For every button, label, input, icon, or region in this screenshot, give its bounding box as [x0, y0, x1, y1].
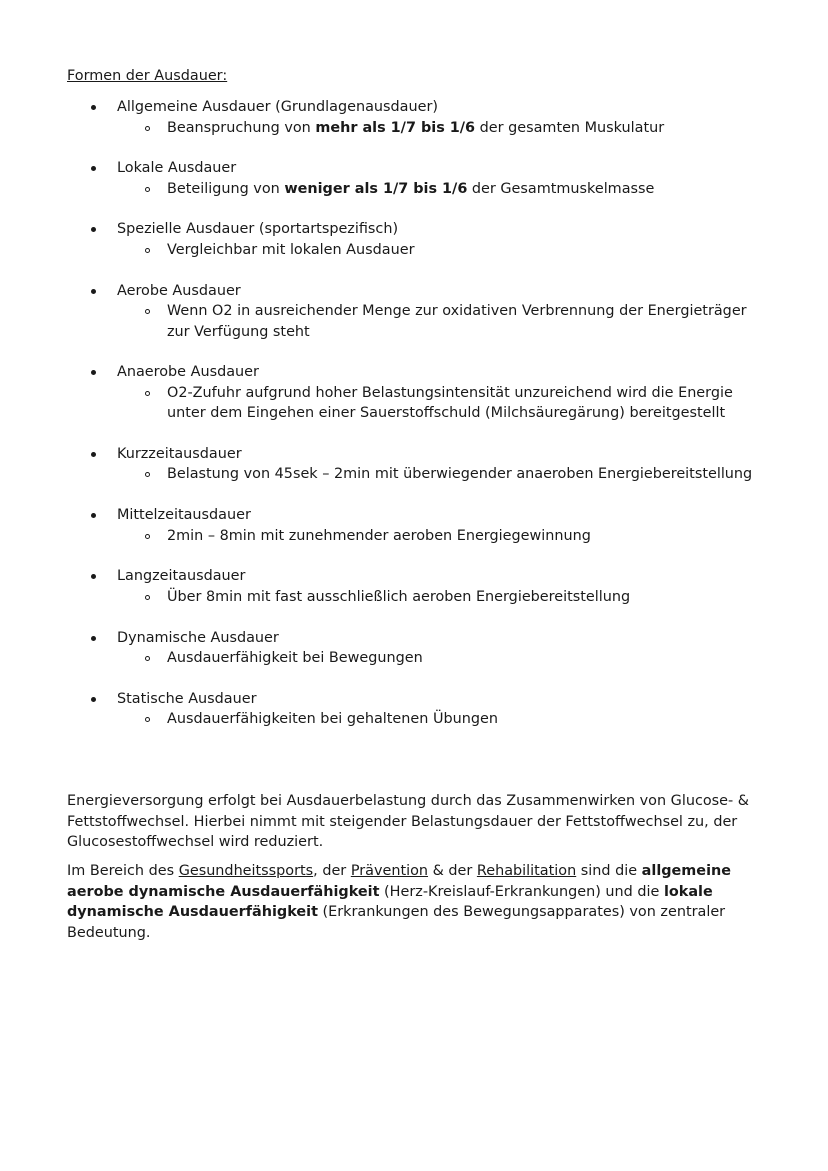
list-item [0, 219, 828, 260]
sub-item [0, 587, 828, 608]
circle-bullet-icon [145, 126, 150, 131]
item-label: Lokale Ausdauer [117, 160, 237, 177]
bold-term: allgemeine aerobe dynamische Ausdauerfähigkeit [67, 863, 732, 900]
sub-text-part: Beteiligung von [167, 180, 285, 197]
bold-term: lokale dynamische Ausdauerfähigkeit [67, 883, 713, 920]
item-label: Langzeitausdauer [117, 568, 246, 585]
circle-bullet-icon [145, 595, 150, 600]
section-heading: Formen der Ausdauer: [67, 68, 228, 84]
paragraph-text: sind die [576, 863, 642, 879]
paragraph-text: (Herz-Kreislauf-Erkrankungen) und die [379, 883, 664, 900]
circle-bullet-icon [145, 534, 150, 539]
underlined-term: Gesundheitssports [178, 863, 314, 879]
sub-item [0, 648, 828, 669]
list-item [0, 566, 828, 607]
item-label: Spezielle Ausdauer (sportartspezifisch) [117, 221, 399, 238]
sub-text-part: der Gesamtmuskelmasse [467, 180, 655, 197]
list-item [0, 158, 828, 199]
bullet-icon [91, 105, 96, 110]
sub-text-bold: mehr als 1/7 bis 1/6 [315, 119, 476, 136]
sub-text-bold: weniger als 1/7 bis 1/6 [284, 180, 468, 197]
circle-bullet-icon [145, 391, 150, 396]
health-sports-paragraph [67, 861, 767, 943]
item-label: Mittelzeitausdauer [117, 507, 251, 524]
sub-item-text: Ausdauerfähigkeit bei Bewegungen [167, 650, 423, 666]
underlined-term: Rehabilitation [476, 863, 577, 879]
sub-item-text: Belastung von 45sek – 2min mit überwiegender anaeroben Energiebereitstellung [167, 466, 753, 483]
list-item [0, 97, 828, 138]
sub-item [0, 709, 828, 730]
sub-item-text [0, 179, 757, 200]
list-item [0, 505, 828, 546]
circle-bullet-icon [145, 656, 150, 661]
bullet-icon [91, 289, 96, 294]
paragraph-text: , der [313, 863, 351, 879]
item-label: Kurzzeitausdauer [117, 445, 242, 462]
sub-text-part: Beanspruchung von [167, 119, 316, 136]
item-label: Aerobe Ausdauer [117, 282, 241, 299]
bullet-icon [91, 452, 96, 457]
list-item [0, 628, 828, 669]
sub-item [0, 240, 828, 261]
list-item [0, 444, 828, 485]
item-label: Dynamische Ausdauer [117, 629, 279, 646]
sub-item [0, 118, 828, 139]
bullet-icon [91, 636, 96, 641]
paragraph-text: Im Bereich des [67, 863, 179, 879]
sub-text-part: der gesamten Muskulatur [475, 119, 665, 136]
sub-item [0, 526, 828, 547]
paragraph-text: (Erkrankungen des Bewegungsapparates) von zentraler Bedeutung. [67, 904, 726, 941]
sub-item-text: O2-Zufuhr aufgrund hoher Belastungsintensität unzureichend wird die Energie unter dem Eingehen einer Sauerstoffschuld (Milchsäuregärung) bereitgestellt [167, 384, 733, 422]
item-label: Allgemeine Ausdauer (Grundlagenausdauer) [117, 99, 439, 115]
sub-item [0, 464, 828, 485]
bullet-icon [91, 697, 96, 702]
sub-item-text: Vergleichbar mit lokalen Ausdauer [167, 241, 415, 258]
endurance-types-list [0, 97, 828, 750]
underlined-term: Prävention [350, 863, 429, 879]
sub-item [0, 383, 828, 424]
energy-supply-paragraph: Energieversorgung erfolgt bei Ausdauerbelastung durch das Zusammenwirken von Glucose- & Fettstoffwechsel. Hierbei nimmt mit steigender Belastungsdauer der Fettstoffwechsel zu, der Glucosestoffwechsel wird reduziert. [67, 793, 749, 850]
list-item [0, 362, 828, 424]
list-item [0, 281, 828, 343]
sub-item-text: Wenn O2 in ausreichender Menge zur oxidativen Verbrennung der Energieträger zur Verfügung steht [167, 303, 747, 340]
sub-item-text: Ausdauerfähigkeiten bei gehaltenen Übungen [167, 711, 498, 728]
paragraph-text: & der [428, 863, 477, 879]
list-item [0, 689, 828, 730]
item-label: Anaerobe Ausdauer [117, 364, 259, 381]
sub-item [0, 301, 828, 342]
circle-bullet-icon [145, 248, 150, 253]
sub-item-text [0, 118, 757, 139]
circle-bullet-icon [145, 187, 150, 192]
sub-item [0, 179, 828, 200]
sub-item-text: 2min – 8min mit zunehmender aeroben Energiegewinnung [167, 527, 591, 544]
sub-item-text: Über 8min mit fast ausschließlich aeroben Energiebereitstellung [167, 588, 631, 605]
item-label: Statische Ausdauer [117, 690, 257, 707]
